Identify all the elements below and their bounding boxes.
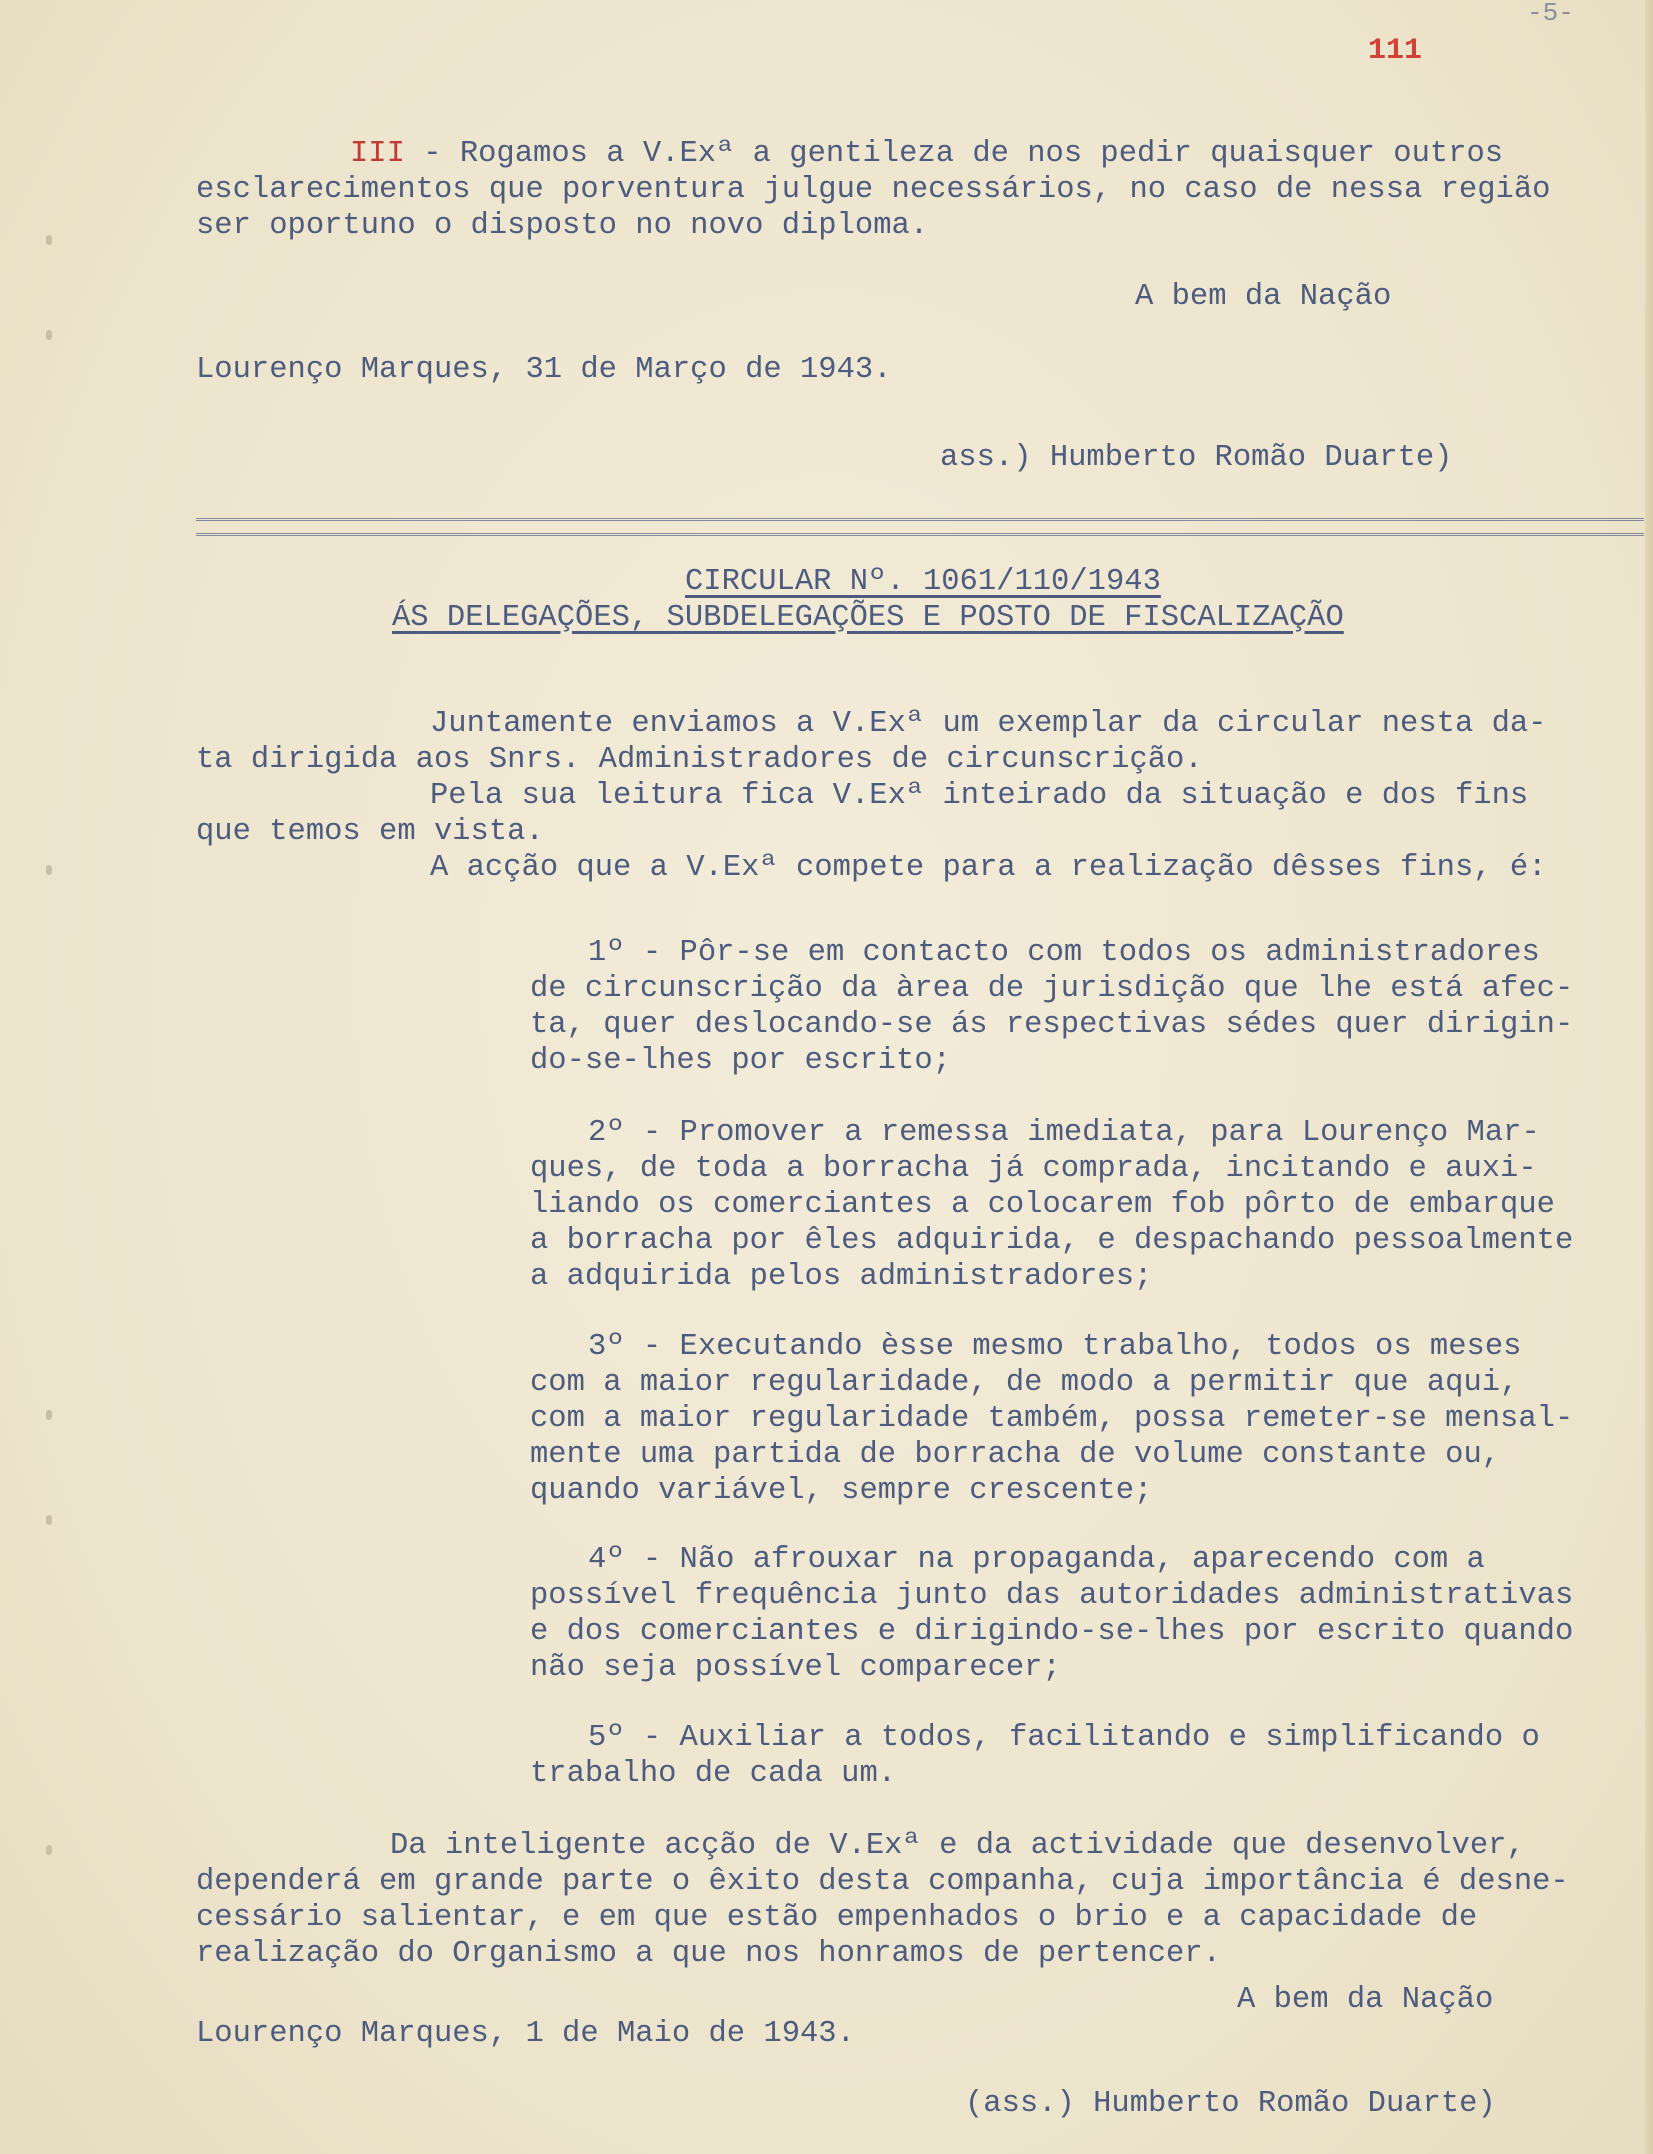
circular-addressee: ÁS DELEGAÇÕES, SUBDELEGAÇÕES E POSTO DE FISCALIZAÇÃO: [392, 601, 1344, 635]
item-5-line-1: 5º - Auxiliar a todos, facilitando e simplificando o: [588, 1721, 1540, 1755]
item-3-line-4: mente uma partida de borracha de volume constante ou,: [530, 1438, 1501, 1472]
numeral-iii: III: [350, 137, 405, 171]
item-4-line-2: possível frequência junto das autoridades administrativas: [530, 1579, 1574, 1613]
item-2-line-1: 2º - Promover a remessa imediata, para Lourenço Mar-: [588, 1116, 1540, 1150]
section-divider: [196, 518, 1644, 536]
binding-hole: [46, 330, 52, 340]
item-3-line-5: quando variável, sempre crescente;: [530, 1474, 1153, 1508]
conclusion-line-3: cessário salientar, e em que estão empenhados o brio e a capacidade de: [196, 1901, 1478, 1935]
item-3-line-2: com a maior regularidade, de modo a permitir que aqui,: [530, 1366, 1519, 1400]
binding-hole: [46, 865, 52, 875]
item-4-line-1: 4º - Não afrouxar na propaganda, aparecendo com a: [588, 1543, 1485, 1577]
intro-line-5: A acção que a V.Exª compete para a realização dêsses fins, é:: [430, 851, 1547, 885]
place-date-1: Lourenço Marques, 31 de Março de 1943.: [196, 353, 892, 387]
item-4-line-3: e dos comerciantes e dirigindo-se-lhes por escrito quando: [530, 1615, 1574, 1649]
closing-salutation-2: A bem da Nação: [1237, 1983, 1494, 2017]
item-1-line-2: de circunscrição da àrea de jurisdição que lhe está afec-: [530, 972, 1574, 1006]
item-1-line-1: 1º - Pôr-se em contacto com todos os administradores: [588, 936, 1540, 970]
item-1-line-3: ta, quer deslocando-se ás respectivas sédes quer dirigin-: [530, 1008, 1574, 1042]
item-1-line-4: do-se-lhes por escrito;: [530, 1044, 951, 1078]
paragraph-iii-line-3: ser oportuno o disposto no novo diploma.: [196, 209, 929, 243]
binding-hole: [46, 1515, 52, 1525]
binding-hole: [46, 1410, 52, 1420]
conclusion-line-1: Da inteligente acção de V.Exª e da actividade que desenvolver,: [390, 1829, 1525, 1863]
item-4-line-4: não seja possível comparecer;: [530, 1651, 1061, 1685]
intro-line-3: Pela sua leitura fica V.Exª inteirado da situação e dos fins: [430, 779, 1529, 813]
item-2-line-4: a borracha por êles adquirida, e despachando pessoalmente: [530, 1224, 1574, 1258]
signature-1: ass.) Humberto Romão Duarte): [940, 441, 1453, 475]
intro-line-2: ta dirigida aos Snrs. Administradores de circunscrição.: [196, 743, 1203, 777]
circular-title: CIRCULAR Nº. 1061/110/1943: [685, 565, 1161, 599]
conclusion-line-2: dependerá em grande parte o êxito desta companha, cuja importância é desne-: [196, 1865, 1569, 1899]
item-5-line-2: trabalho de cada um.: [530, 1757, 897, 1791]
closing-salutation-1: A bem da Nação: [1135, 280, 1392, 314]
page-mark: -5-: [1527, 0, 1574, 28]
binding-hole: [46, 235, 52, 245]
item-2-line-2: ques, de toda a borracha já comprada, incitando e auxi-: [530, 1152, 1537, 1186]
intro-line-1: Juntamente enviamos a V.Exª um exemplar da circular nesta da-: [430, 707, 1547, 741]
binding-hole: [46, 1845, 52, 1855]
conclusion-line-4: realização do Organismo a que nos honramos de pertencer.: [196, 1937, 1221, 1971]
item-2-line-5: a adquirida pelos administradores;: [530, 1260, 1153, 1294]
item-3-line-3: com a maior regularidade também, possa remeter-se mensal-: [530, 1402, 1574, 1436]
item-3-line-1: 3º - Executando èsse mesmo trabalho, todos os meses: [588, 1330, 1522, 1364]
page-number: 111: [1368, 34, 1423, 68]
paragraph-iii-line-2: esclarecimentos que porventura julgue necessários, no caso de nessa região: [196, 173, 1551, 207]
paragraph-iii-text: - Rogamos a V.Exª a gentileza de nos pedir quaisquer outros: [404, 137, 1504, 171]
paragraph-iii-line-1: [350, 136, 1503, 172]
intro-line-4: que temos em vista.: [196, 815, 544, 849]
place-date-2: Lourenço Marques, 1 de Maio de 1943.: [196, 2017, 855, 2051]
page-edge: [1645, 0, 1653, 2154]
item-2-line-3: liando os comerciantes a colocarem fob pôrto de embarque: [530, 1188, 1555, 1222]
signature-2: (ass.) Humberto Romão Duarte): [965, 2087, 1496, 2121]
